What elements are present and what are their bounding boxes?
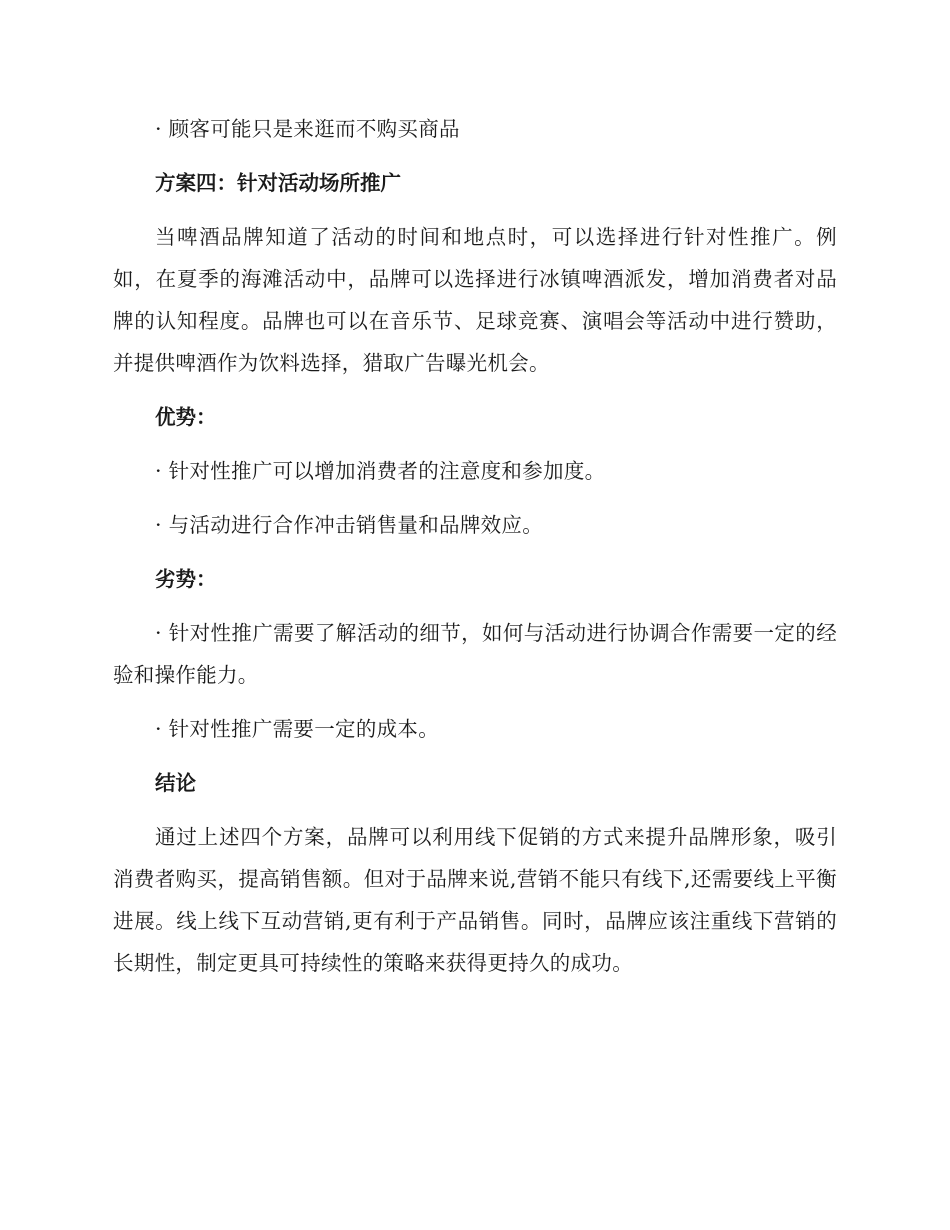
body-paragraph: 当啤酒品牌知道了活动的时间和地点时，可以选择进行针对性推广。例如，在夏季的海滩活动中，品牌可以选择进行冰镇啤酒派发，增加消费者对品牌的认知程度。品牌也可以在音乐节、足球竞赛、演唱会等活动中进行赞助，并提供啤酒作为饮料选择，猎取广告曝光机会。	[113, 225, 837, 375]
bullet-item: · 针对性推广可以增加消费者的注意度和参加度。	[155, 459, 606, 483]
conclusion-paragraph: 通过上述四个方案，品牌可以利用线下促销的方式来提升品牌形象，吸引消费者购买，提高销售额。但对于品牌来说,营销不能只有线下,还需要线上平衡进展。线上线下互动营销,更有利于产品销售。同时，品牌应该注重线下营销的长期性，制定更具可持续性的策略来获得更持久的成功。	[113, 825, 837, 975]
disadvantages-heading: 劣势：	[155, 567, 217, 591]
bullet-item: · 针对性推广需要了解活动的细节，如何与活动进行协调合作需要一定的经验和操作能力。	[113, 621, 837, 687]
section-heading: 方案四：针对活动场所推广	[155, 171, 401, 195]
conclusion-heading: 结论	[155, 771, 196, 795]
bullet-item: · 针对性推广需要一定的成本。	[155, 717, 440, 741]
advantages-heading: 优势：	[155, 405, 217, 429]
bullet-item: · 顾客可能只是来逛而不购买商品	[155, 117, 460, 141]
document-page	[113, 108, 837, 984]
bullet-item: · 与活动进行合作冲击销售量和品牌效应。	[155, 513, 544, 537]
